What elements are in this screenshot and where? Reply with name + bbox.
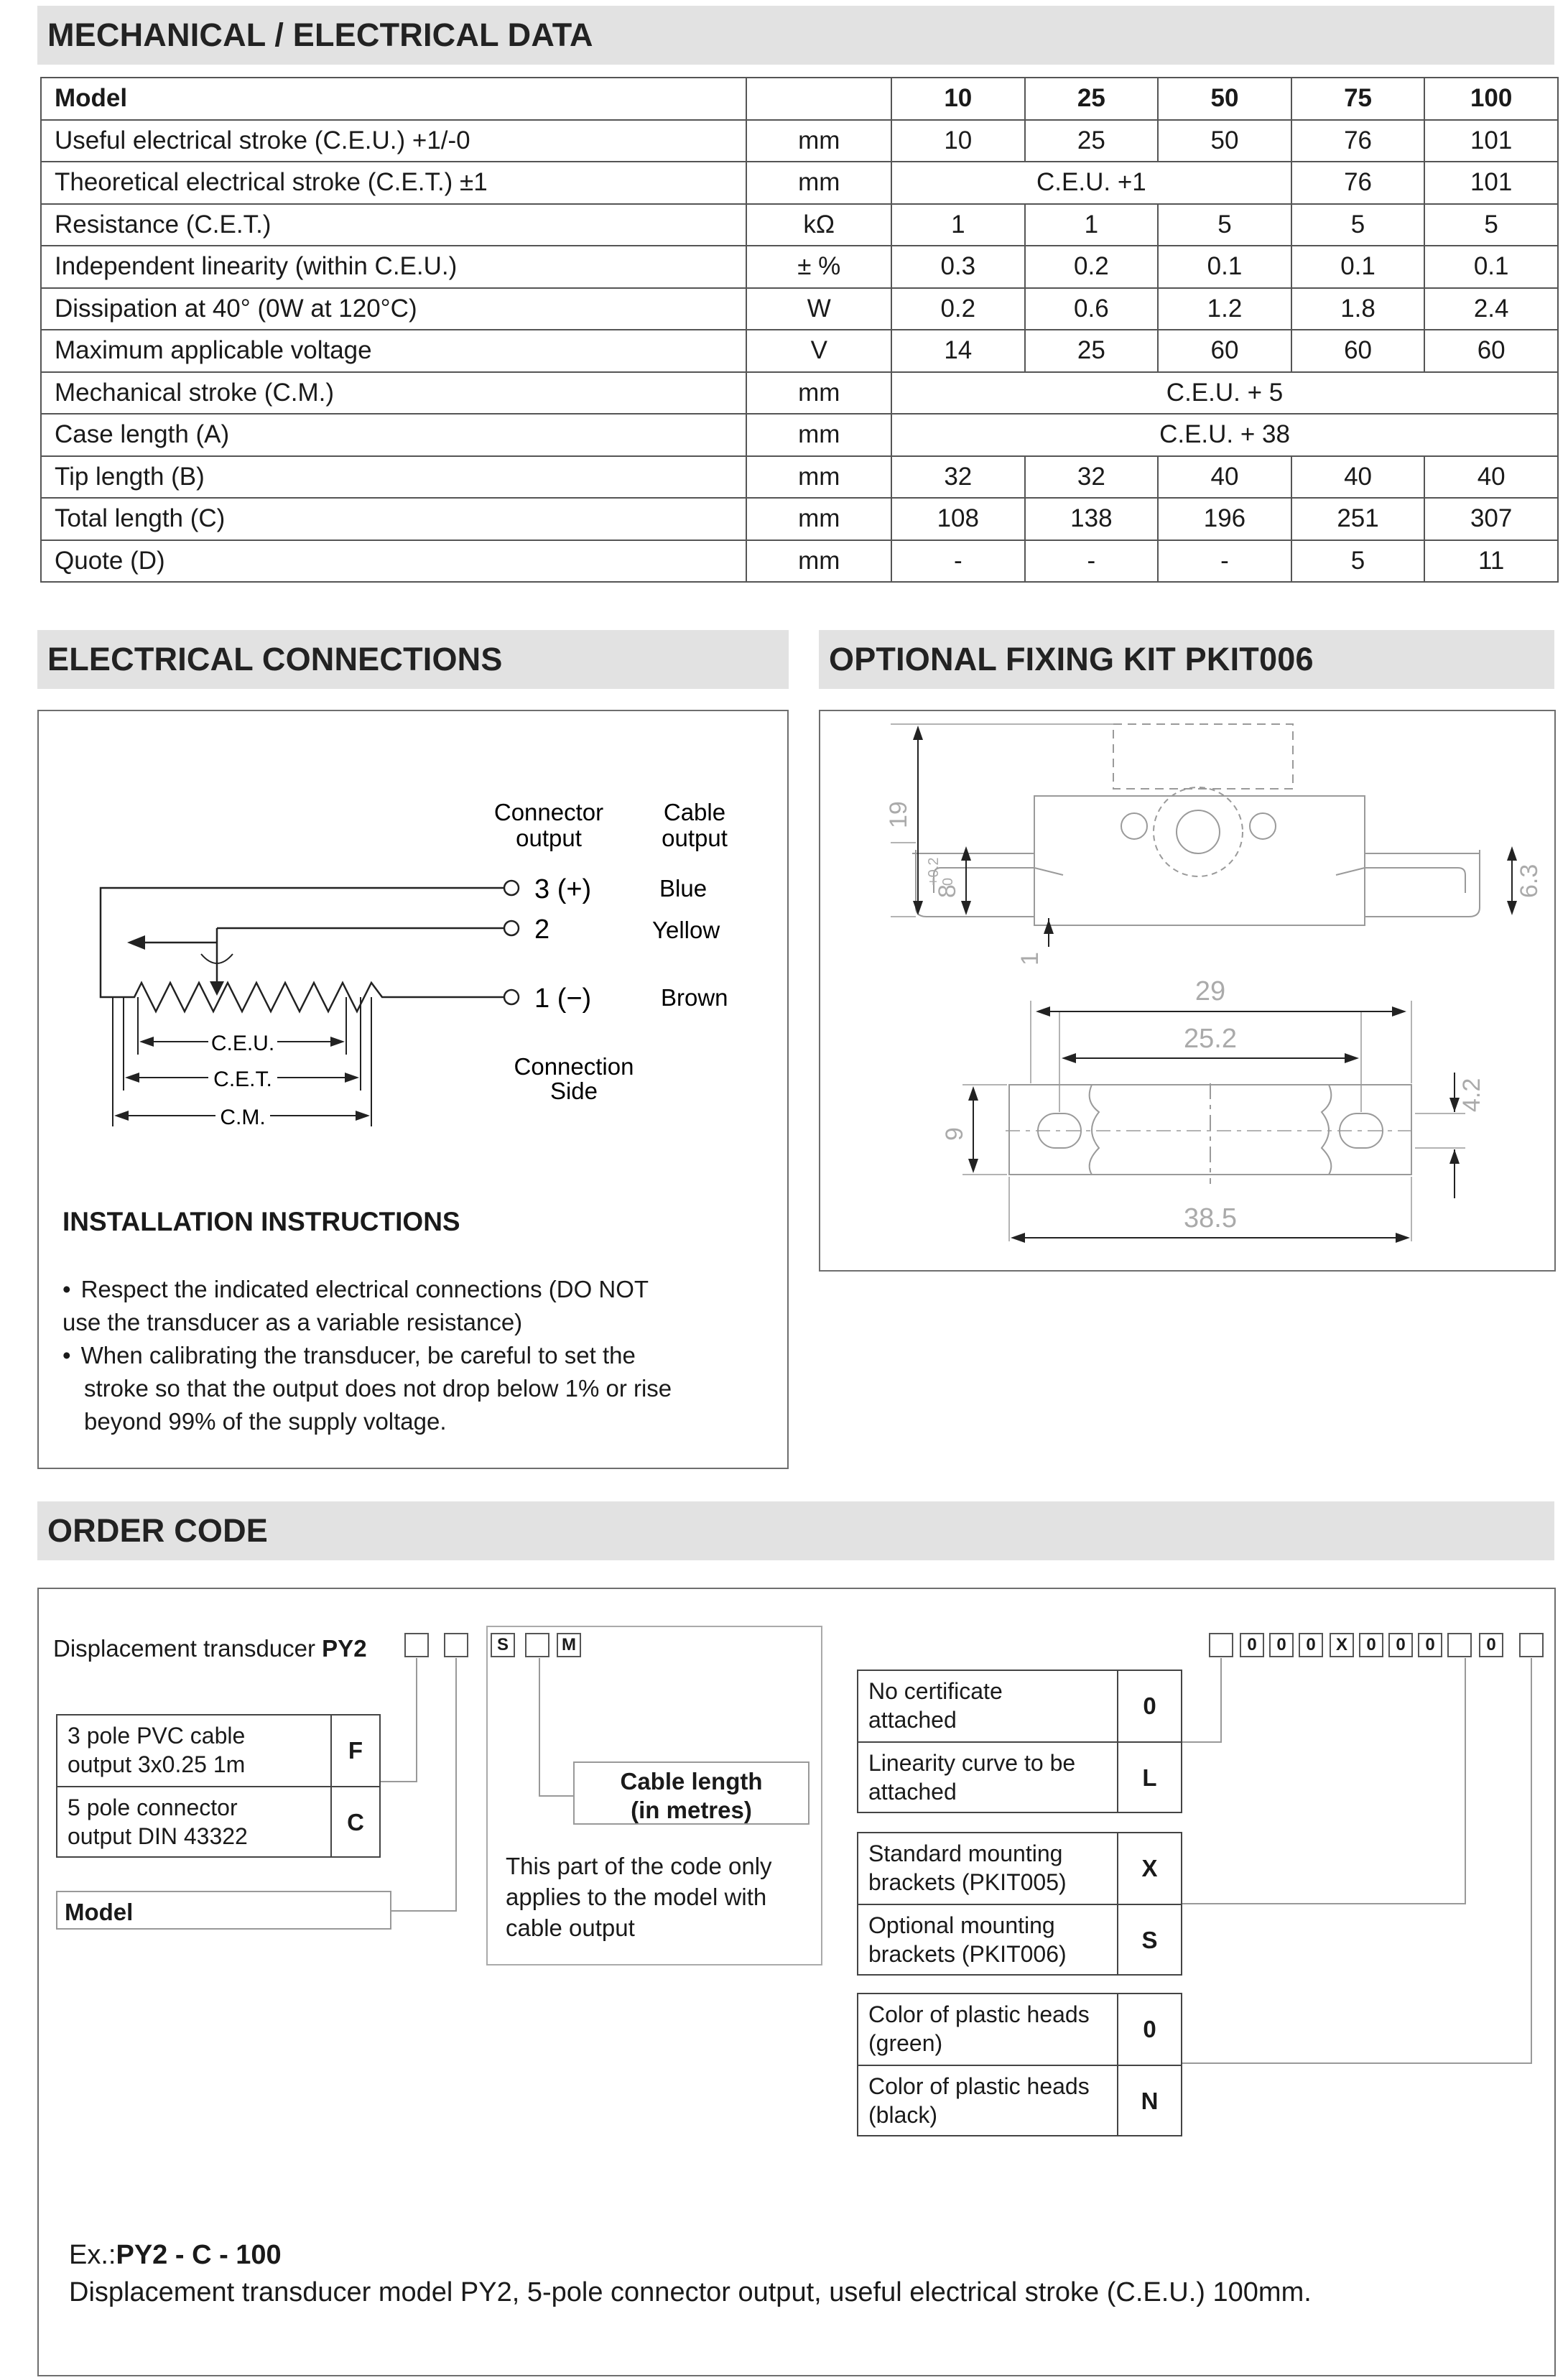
cable-output-label: Cable <box>663 799 726 825</box>
row-value: - <box>1025 540 1159 583</box>
option-code: 0 <box>1117 1671 1181 1741</box>
example-code: PY2 - C - 100 <box>116 2240 282 2270</box>
row-label: Resistance (C.E.T.) <box>41 204 746 246</box>
row-value: 1 <box>891 204 1025 246</box>
row-value: 40 <box>1291 456 1425 499</box>
cable-output-label: output <box>662 825 728 851</box>
row-unit: mm <box>746 372 891 415</box>
dim-25-2: 25.2 <box>1184 1024 1237 1054</box>
code-box[interactable]: 0 <box>1359 1633 1383 1657</box>
row-label: Independent linearity (within C.E.U.) <box>41 246 746 288</box>
option-label: Optional mounting brackets (PKIT006) <box>868 1912 1067 1967</box>
option-code: C <box>330 1787 379 1856</box>
header-model-10: 10 <box>891 78 1025 120</box>
option-label: Standard mounting brackets (PKIT005) <box>868 1840 1067 1895</box>
certificate-options-row[interactable] <box>858 1741 1181 1812</box>
row-value: 251 <box>1291 498 1425 540</box>
certificate-options-table <box>857 1670 1182 1813</box>
order-transducer-prefix: Displacement transducer <box>53 1635 323 1662</box>
row-value: 25 <box>1025 330 1159 372</box>
wire-color-blue: Blue <box>659 875 708 902</box>
row-value: 1 <box>1025 204 1159 246</box>
row-label: Useful electrical stroke (C.E.U.) +1/-0 <box>41 120 746 162</box>
cable-note: This part of the code only applies to the model with cable output <box>506 1853 772 1941</box>
model-field <box>56 1891 391 1930</box>
row-label: Theoretical electrical stroke (C.E.T.) ±1 <box>41 162 746 204</box>
dim-29: 29 <box>1194 976 1226 1006</box>
option-code: L <box>1117 1743 1181 1812</box>
row-label: Tip length (B) <box>41 456 746 499</box>
row-label: Mechanical stroke (C.M.) <box>41 372 746 415</box>
order-transducer-model: PY2 <box>322 1635 367 1662</box>
connector-output-label: output <box>516 825 582 851</box>
cm-dimension-label: C.M. <box>220 1106 266 1129</box>
section-title: OPTIONAL FIXING KIT PKIT006 <box>829 641 1314 677</box>
row-value: - <box>891 540 1025 583</box>
instruction-1: Respect the indicated electrical connections (DO NOT <box>80 1276 649 1302</box>
option-label: Linearity curve to be attached <box>868 1750 1076 1805</box>
row-value: C.E.U. + 38 <box>891 414 1558 456</box>
bracket-options-table <box>857 1832 1182 1976</box>
option-code: X <box>1117 1833 1181 1904</box>
code-box[interactable]: 0 <box>1269 1633 1294 1657</box>
color-options-row[interactable] <box>858 2065 1181 2135</box>
connector-output-label: Connector <box>493 799 604 825</box>
row-value: 50 <box>1158 120 1291 162</box>
header-label: Model <box>41 78 746 120</box>
code-box-m[interactable]: M <box>557 1633 581 1657</box>
cable-length-field <box>573 1761 809 1825</box>
dim-8: 8 <box>934 884 961 898</box>
row-value: 1.8 <box>1291 288 1425 330</box>
code-box[interactable]: 0 <box>1479 1633 1503 1657</box>
instruction-2-cont: stroke so that the output does not drop below 1% or rise <box>84 1375 672 1402</box>
instruction-2: When calibrating the transducer, be careful to set the <box>80 1342 636 1369</box>
code-box[interactable] <box>1209 1633 1233 1657</box>
option-code: S <box>1117 1905 1181 1974</box>
section-title: ORDER CODE <box>47 1512 269 1549</box>
row-value: 10 <box>891 120 1025 162</box>
order-transducer-label <box>53 1635 367 1662</box>
instruction-2-cont: beyond 99% of the supply voltage. <box>84 1408 447 1435</box>
dim-8-tolerance-low: 0 <box>940 877 956 886</box>
row-value: 40 <box>1158 456 1291 499</box>
row-unit: mm <box>746 120 891 162</box>
row-unit: kΩ <box>746 204 891 246</box>
header-model-100: 100 <box>1424 78 1558 120</box>
row-value: 60 <box>1291 330 1425 372</box>
connection-side-label: Connection <box>514 1053 634 1080</box>
dim-19: 19 <box>885 801 912 828</box>
row-label: Quote (D) <box>41 540 746 583</box>
row-value: 76 <box>1291 162 1425 204</box>
cable-length-label: Cable length (in metres) <box>620 1768 763 1823</box>
row-value: 32 <box>1025 456 1159 499</box>
model-field-label: Model <box>65 1899 134 1925</box>
option-label: Color of plastic heads (green) <box>868 2001 1090 2056</box>
row-value: - <box>1158 540 1291 583</box>
wire-color-brown: Brown <box>661 984 728 1011</box>
row-value: 5 <box>1424 204 1558 246</box>
row-label: Maximum applicable voltage <box>41 330 746 372</box>
header-model-75: 75 <box>1291 78 1425 120</box>
row-value: 2.4 <box>1424 288 1558 330</box>
row-value: C.E.U. + 5 <box>891 372 1558 415</box>
output-options-row[interactable] <box>57 1786 379 1856</box>
row-value: 0.3 <box>891 246 1025 288</box>
row-value: 0.6 <box>1025 288 1159 330</box>
option-label: Color of plastic heads (black) <box>868 2073 1090 2128</box>
row-unit: mm <box>746 456 891 499</box>
row-unit: ± % <box>746 246 891 288</box>
output-options-row[interactable] <box>57 1715 379 1786</box>
row-value: 108 <box>891 498 1025 540</box>
option-label: No certificate attached <box>868 1678 1003 1733</box>
header-model-50: 50 <box>1158 78 1291 120</box>
option-code: N <box>1117 2066 1181 2135</box>
order-example-description: Displacement transducer model PY2, 5-pole connector output, useful electrical stroke (C.E.U.) 100mm. <box>69 2277 1312 2307</box>
row-value: 0.2 <box>1025 246 1159 288</box>
row-unit: mm <box>746 414 891 456</box>
ceu-dimension-label: C.E.U. <box>210 1032 275 1055</box>
row-value: 60 <box>1158 330 1291 372</box>
row-unit: mm <box>746 540 891 583</box>
connection-side-label: Side <box>549 1078 598 1104</box>
dim-6-3: 6.3 <box>1516 863 1543 898</box>
row-value: C.E.U. +1 <box>891 162 1291 204</box>
row-value: 5 <box>1291 204 1425 246</box>
row-value: 14 <box>891 330 1025 372</box>
output-options-table <box>56 1714 381 1858</box>
header-model-25: 25 <box>1025 78 1159 120</box>
row-value: 5 <box>1158 204 1291 246</box>
row-value: 101 <box>1424 162 1558 204</box>
dim-1: 1 <box>1016 952 1044 966</box>
instruction-1-cont: use the transducer as a variable resistance) <box>62 1309 523 1335</box>
pin-2-label: 2 <box>534 915 550 945</box>
row-label: Total length (C) <box>41 498 746 540</box>
bracket-options-row[interactable] <box>858 1904 1181 1974</box>
row-value: 196 <box>1158 498 1291 540</box>
code-box[interactable]: 0 <box>1388 1633 1413 1657</box>
row-value: 32 <box>891 456 1025 499</box>
row-label: Case length (A) <box>41 414 746 456</box>
bracket-options-row[interactable] <box>858 1833 1181 1904</box>
dim-4-2: 4.2 <box>1458 1078 1485 1112</box>
order-example <box>69 2240 282 2271</box>
code-box[interactable] <box>1519 1633 1544 1657</box>
dim-8-tolerance: +0.2 <box>926 857 942 886</box>
code-box-s[interactable]: S <box>491 1633 515 1657</box>
row-value: 0.1 <box>1158 246 1291 288</box>
color-options-table <box>857 1993 1182 2136</box>
code-box[interactable] <box>1447 1633 1472 1657</box>
section-title: ELECTRICAL CONNECTIONS <box>47 641 503 677</box>
row-value: 1.2 <box>1158 288 1291 330</box>
row-value: 40 <box>1424 456 1558 499</box>
row-value: 101 <box>1424 120 1558 162</box>
row-value: 11 <box>1424 540 1558 583</box>
row-value: 0.1 <box>1291 246 1425 288</box>
pin-1-label: 1 (−) <box>534 983 592 1014</box>
cet-dimension-label: C.E.T. <box>213 1068 272 1091</box>
code-box[interactable]: 0 <box>1240 1633 1264 1657</box>
row-value: 0.2 <box>891 288 1025 330</box>
row-value: 5 <box>1291 540 1425 583</box>
row-unit: mm <box>746 498 891 540</box>
row-value: 0.1 <box>1424 246 1558 288</box>
code-box[interactable]: 0 <box>1299 1633 1323 1657</box>
row-unit: mm <box>746 162 891 204</box>
code-box[interactable]: X <box>1330 1633 1354 1657</box>
row-value: 307 <box>1424 498 1558 540</box>
code-box-output[interactable] <box>404 1633 429 1657</box>
code-box-model[interactable] <box>444 1633 468 1657</box>
row-value: 60 <box>1424 330 1558 372</box>
wire-color-yellow: Yellow <box>652 917 720 943</box>
section-title: MECHANICAL / ELECTRICAL DATA <box>47 17 593 53</box>
code-box[interactable]: 0 <box>1418 1633 1442 1657</box>
row-value: 138 <box>1025 498 1159 540</box>
installation-instructions: • Respect the indicated electrical connections (DO NOT use the transducer as a variable resistance) • When calibrating the transducer, be careful to set the stroke so that the output does not drop below 1% or rise beyond 99% of the supply voltage. <box>62 1273 672 1438</box>
code-box-length[interactable] <box>525 1633 549 1657</box>
installation-title: INSTALLATION INSTRUCTIONS <box>62 1207 460 1236</box>
option-label: 5 pole connector output DIN 43322 <box>68 1795 248 1849</box>
certificate-options-row[interactable] <box>858 1671 1181 1741</box>
option-code: F <box>330 1715 379 1786</box>
option-label: 3 pole PVC cable output 3x0.25 1m <box>68 1723 246 1777</box>
row-value: 76 <box>1291 120 1425 162</box>
dim-38-5: 38.5 <box>1184 1203 1237 1233</box>
option-code: 0 <box>1117 1994 1181 2065</box>
row-unit: V <box>746 330 891 372</box>
row-label: Dissipation at 40° (0W at 120°C) <box>41 288 746 330</box>
row-value: 25 <box>1025 120 1159 162</box>
color-options-row[interactable] <box>858 1994 1181 2065</box>
example-prefix: Ex.: <box>69 2240 116 2270</box>
dim-9: 9 <box>941 1127 968 1141</box>
row-unit: W <box>746 288 891 330</box>
pin-3-label: 3 (+) <box>534 874 592 904</box>
